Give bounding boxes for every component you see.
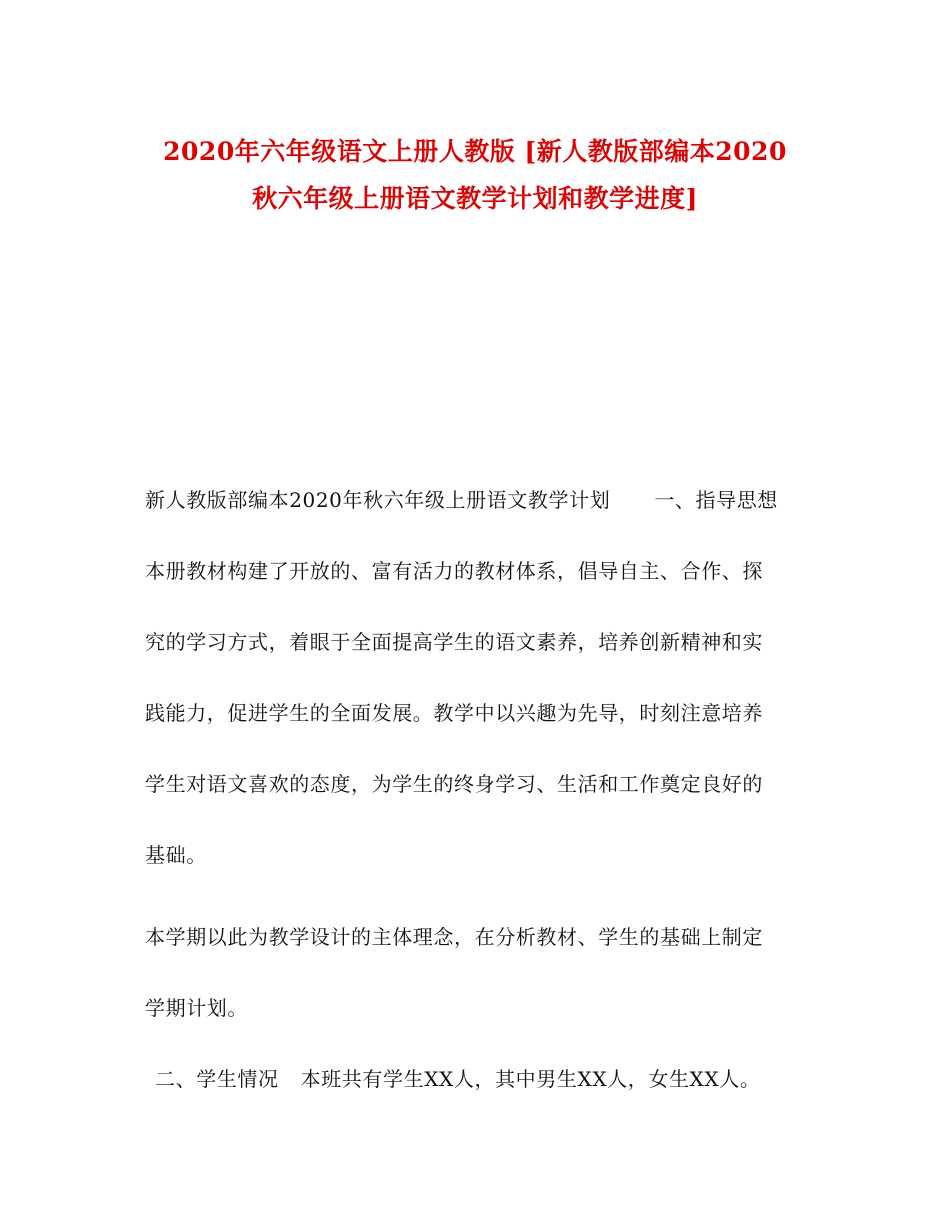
body-line-7: 本学期以此为教学设计的主体理念，在分析教材、学生的基础上制定 xyxy=(145,925,763,949)
body-line-1 xyxy=(145,485,778,515)
section-heading-guiding-ideology: 一、指导思想 xyxy=(654,488,778,512)
section-heading-student-situation: 二、学生情况 xyxy=(155,1067,279,1091)
body-line-4: 践能力，促进学生的全面发展。教学中以兴趣为先导，时刻注意培养 xyxy=(145,701,763,725)
student-count-text: 本班共有学生XX人，其中男生XX人，女生XX人。 xyxy=(300,1067,761,1091)
document-title-line-1: 2020年六年级语文上册人教版 [新人教版部编本2020 xyxy=(163,137,787,166)
body-line-6: 基础。 xyxy=(145,843,207,867)
document-title xyxy=(70,128,880,222)
body-line-5: 学生对语文喜欢的态度，为学生的终身学习、生活和工作奠定良好的 xyxy=(145,772,763,796)
body-line-9 xyxy=(155,1064,760,1094)
body-line-8: 学期计划。 xyxy=(145,996,248,1020)
body-line-3: 究的学习方式，着眼于全面提高学生的语文素养，培养创新精神和实 xyxy=(145,630,763,654)
plan-heading: 新人教版部编本2020年秋六年级上册语文教学计划 xyxy=(145,488,611,512)
document-title-line-2: 秋六年级上册语文教学计划和教学进度] xyxy=(252,184,698,213)
body-line-2: 本册教材构建了开放的、富有活力的教材体系，倡导自主、合作、探 xyxy=(145,559,763,583)
